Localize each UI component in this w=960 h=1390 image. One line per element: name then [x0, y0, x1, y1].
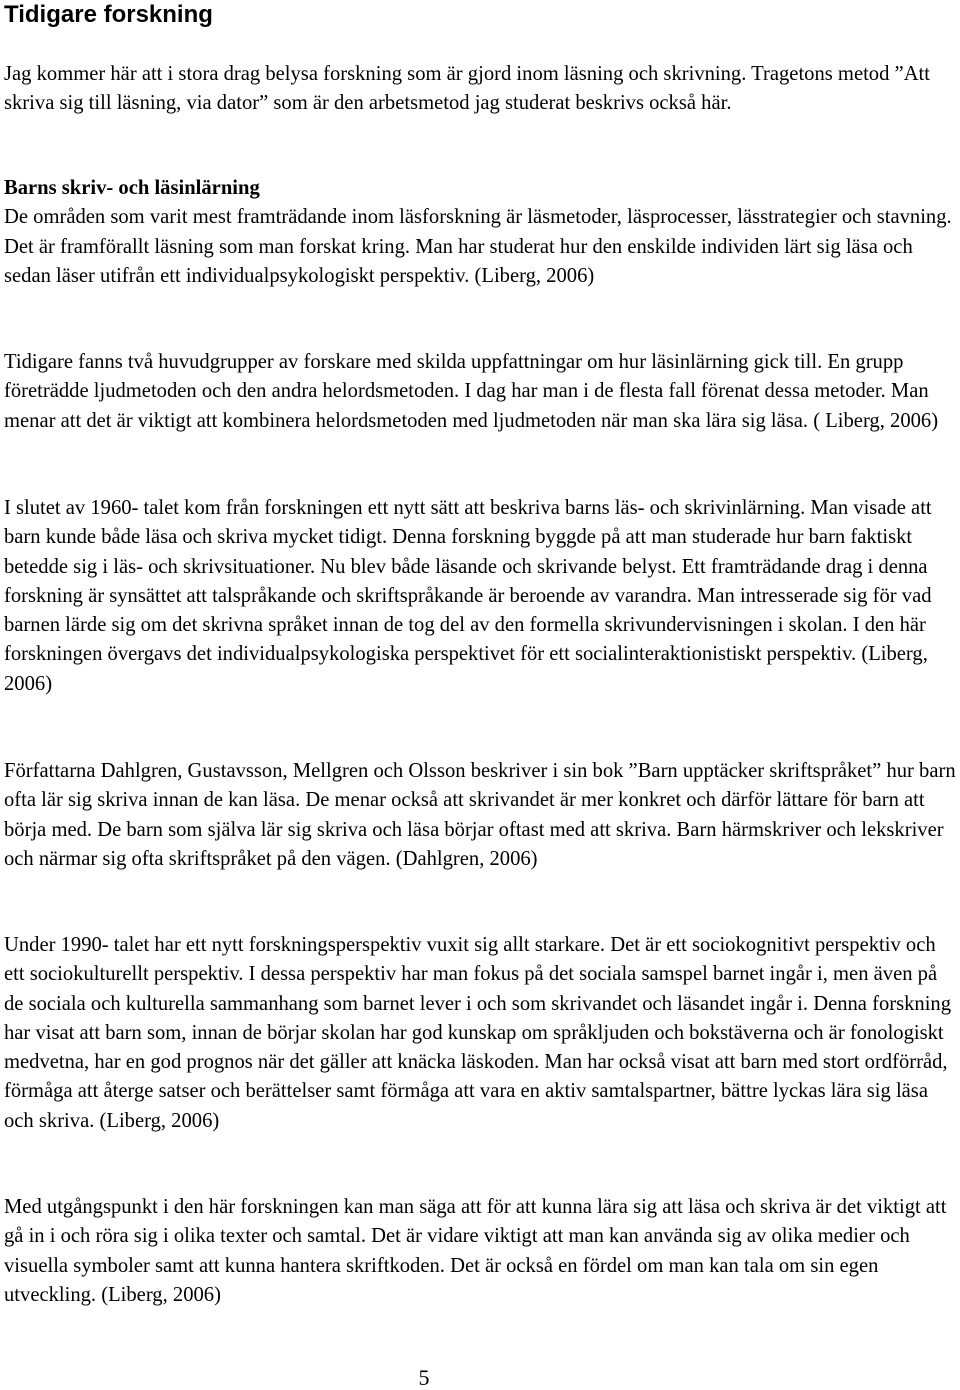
body-paragraph: I slutet av 1960- talet kom från forskningen ett nytt sätt att beskriva barns läs- och skrivinlärning. Man visade att barn kunde både läsa och skriva mycket tidigt. Denna forskning byggde på att man studerade hur barn faktiskt betedde sig i läs- och skrivsituationer. Nu blev både läsande och skrivande belyst. Ett framträdande drag i denna forskning är synsättet att talspråkande och skriftspråkande är beroende av varandra. Man intresserade sig för vad barnen lärde sig om det skrivna språket innan de tog del av den formella skrivundervisningen i skolan. I den här forskningen övergavs det individualpsykologiska perspektivet för ett socialinteraktionistiskt perspektiv. (Liberg, 2006): [4, 497, 932, 695]
body-paragraph: Med utgångspunkt i den här forskningen kan man säga att för att kunna lära sig att läsa och skriva är det viktigt att gå in i och röra sig i olika texter och samtal. Det är vidare viktigt att man kan använda sig av olika medier och visuella symboler samt att kunna hantera skriftkoden. Det är också en fördel om man kan tala om sin egen utveckling. (Liberg, 2006): [4, 1196, 947, 1306]
body-paragraph: De områden som varit mest framträdande inom läsforskning är läsmetoder, läsprocesser, lässtrategier och stavning. Det är framförallt läsning som man forskat kring. Man har studerat hur den enskilde individen lärt sig läsa och sedan läser utifrån ett individualpsykologiskt perspektiv. (Liberg, 2006): [4, 206, 952, 287]
intro-paragraph: Jag kommer här att i stora drag belysa forskning som är gjord inom läsning och skrivning. Tragetons metod ”Att skriva sig till läsning, via dator” som är den arbetsmetod jag studerat beskrivs också här.: [4, 63, 931, 115]
section-block: [4, 174, 956, 291]
document-page: [4, 0, 956, 1390]
body-paragraph: Författarna Dahlgren, Gustavsson, Mellgren och Olsson beskriver i sin bok ”Barn upptäcker skriftspråket” hur barn ofta lär sig skriva innan de kan läsa. De menar också att skrivandet är mer konkret och därför lättare för barn att börja med. De barn som själva lär sig skriva och läsa börjar oftast med att skriva. Barn härmskriver och lekskriver och närmar sig ofta skriftspråket på den vägen. (Dahlgren, 2006): [4, 760, 956, 870]
body-paragraph: Under 1990- talet har ett nytt forskningsperspektiv vuxit sig allt starkare. Det är ett sociokognitivt perspektiv och ett sociokulturellt perspektiv. I dessa perspektiv har man fokus på det sociala samspel barnet ingår i, men även på de sociala och kulturella sammanhang som barnet lever i och som skrivandet och läsandet ingår i. Denna forskning har visat att barn som, innan de börjar skolan har god kunskap om språkljuden och bokstäverna och är fonologiskt medvetna, har en god prognos när det gäller att knäcka läskoden. Man har också visat att barn med stort ordförråd, förmåga att återge satser och berättelser samt förmåga att vara en aktiv samtalspartner, bättre lyckas lära sig läsa och skriva. (Liberg, 2006): [4, 934, 952, 1132]
page-title: Tidigare forskning: [4, 1, 213, 28]
body-paragraph: Tidigare fanns två huvudgrupper av forskare med skilda uppfattningar om hur läsinlärning gick till. En grupp företrädde ljudmetoden och den andra helordsmetoden. I dag har man i de flesta fall förenat dessa metoder. Man menar att det är viktigt att kombinera helordsmetoden med ljudmetoden när man ska lära sig läsa. ( Liberg, 2006): [4, 351, 939, 432]
page-number: 5: [418, 1365, 430, 1390]
section-heading: Barns skriv- och läsinlärning: [4, 177, 260, 199]
